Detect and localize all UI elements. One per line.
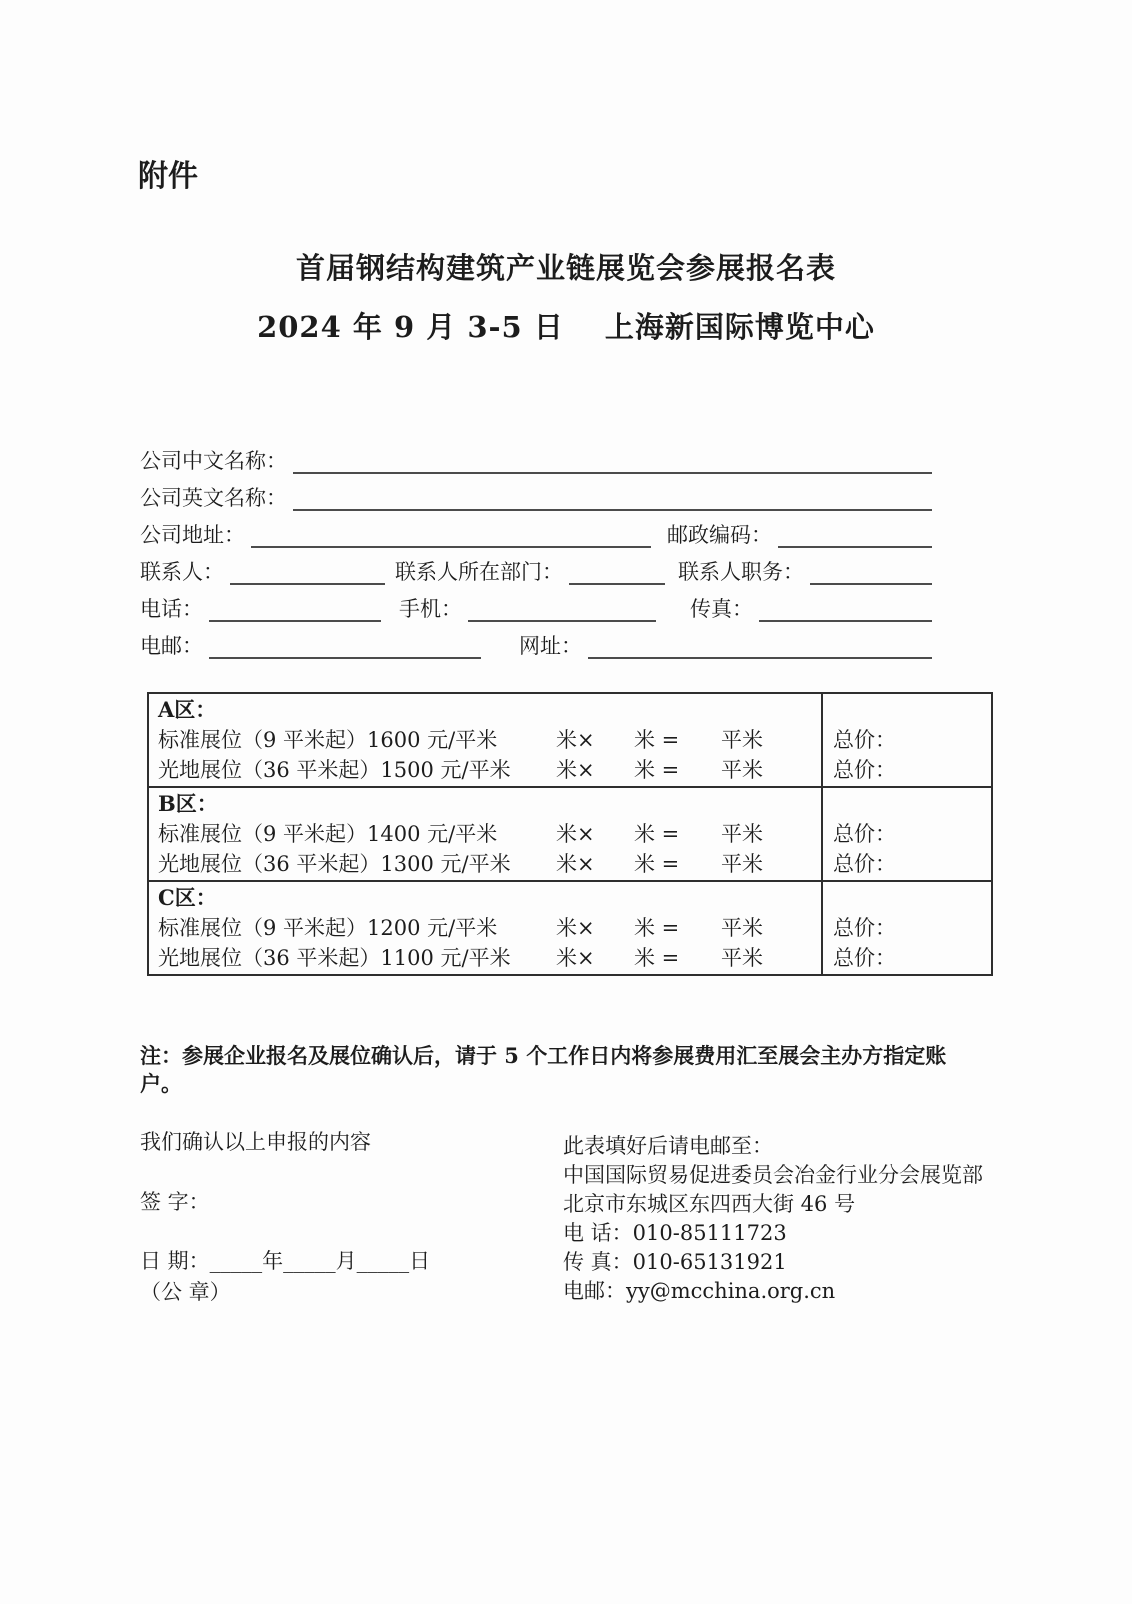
date-line: 日 期：_____年_____月_____日 — [140, 1249, 431, 1273]
mailing-phone: 电 话：010-85111723 — [563, 1221, 787, 1245]
total-price-label: 总价： — [833, 822, 896, 846]
postcode-label: 邮政编码： — [667, 523, 772, 547]
email-row — [140, 632, 932, 659]
zone-c-label: C区： — [158, 885, 217, 910]
mailing-fax: 传 真：010-65131921 — [563, 1250, 787, 1274]
booth-description: 标准展位（9 平米起）1200 元/平米 — [158, 916, 498, 940]
address-label: 公司地址： — [140, 523, 245, 547]
total-price-label: 总价： — [833, 728, 896, 752]
phone-row — [140, 595, 932, 622]
meters-equals-label: 米 = — [634, 946, 680, 970]
attachment-label: 附件 — [138, 159, 198, 194]
zone-b-total-cell — [821, 788, 991, 880]
meters-equals-label: 米 = — [634, 916, 680, 940]
mobile-field — [468, 600, 656, 622]
meters-equals-label: 米 = — [634, 822, 680, 846]
address-row — [140, 521, 932, 548]
zone-a-label: A区： — [158, 697, 217, 722]
page-title: 首届钢结构建筑产业链展览会参展报名表 — [295, 251, 836, 285]
square-meters-label: 平米 — [721, 916, 763, 940]
square-meters-label: 平米 — [721, 822, 763, 846]
position-label: 联系人职务： — [678, 560, 804, 584]
meters-times-label: 米× — [556, 728, 595, 752]
seal-label: （公 章） — [140, 1280, 231, 1304]
booth-description: 光地展位（36 平米起）1300 元/平米 — [158, 852, 511, 876]
booth-description: 标准展位（9 平米起）1600 元/平米 — [158, 728, 498, 752]
zone-b-left-cell — [149, 788, 821, 880]
department-label: 联系人所在部门： — [395, 560, 563, 584]
website-field — [588, 637, 932, 659]
booth-pricing-table — [147, 692, 993, 976]
zone-c-rawspace-row — [158, 943, 821, 973]
blank-line — [833, 883, 991, 913]
zone-c-standard-row — [158, 913, 821, 943]
zone-b-standard-row — [158, 819, 821, 849]
signature-label: 签 字： — [140, 1190, 210, 1214]
zone-a-section — [149, 694, 991, 786]
zone-b-rawspace-row — [158, 849, 821, 879]
company-en-field — [293, 489, 932, 511]
total-price-label: 总价： — [833, 852, 896, 876]
fax-field — [759, 600, 932, 622]
booth-description: 光地展位（36 平米起）1100 元/平米 — [158, 946, 511, 970]
position-field — [810, 563, 932, 585]
square-meters-label: 平米 — [721, 728, 763, 752]
contact-label: 联系人： — [140, 560, 224, 584]
email-label: 电邮： — [140, 634, 203, 658]
meters-times-label: 米× — [556, 946, 595, 970]
page-subtitle: 2024 年 9 月 3-5 日 上海新国际博览中心 — [257, 310, 875, 344]
zone-c-left-cell — [149, 882, 821, 974]
company-info-form — [140, 447, 932, 669]
meters-equals-label: 米 = — [634, 852, 680, 876]
zone-a-left-cell — [149, 694, 821, 786]
zone-a-rawspace-row — [158, 755, 821, 785]
zone-c-total-cell — [821, 882, 991, 974]
department-field — [569, 563, 665, 585]
mailing-info-block — [563, 1132, 993, 1306]
website-label: 网址： — [519, 634, 582, 658]
meters-times-label: 米× — [556, 852, 595, 876]
square-meters-label: 平米 — [721, 852, 763, 876]
blank-line — [833, 789, 991, 819]
mailing-address: 北京市东城区东四西大街 46 号 — [563, 1192, 856, 1216]
address-field — [251, 526, 651, 548]
meters-times-label: 米× — [556, 822, 595, 846]
zone-b-section — [149, 786, 991, 880]
zone-a-standard-row — [158, 725, 821, 755]
confirmation-text: 我们确认以上申报的内容 — [140, 1130, 371, 1154]
zone-a-total-cell — [821, 694, 991, 786]
company-cn-field — [293, 452, 932, 474]
phone-field — [209, 600, 381, 622]
contact-field — [230, 563, 385, 585]
meters-equals-label: 米 = — [634, 728, 680, 752]
square-meters-label: 平米 — [721, 946, 763, 970]
company-cn-row — [140, 447, 932, 474]
booth-description: 光地展位（36 平米起）1500 元/平米 — [158, 758, 511, 782]
meters-times-label: 米× — [556, 916, 595, 940]
mailing-email: 电邮：yy@mcchina.org.cn — [563, 1279, 836, 1303]
confirmation-block — [140, 1129, 540, 1305]
total-price-label: 总价： — [833, 916, 896, 940]
company-en-row — [140, 484, 932, 511]
fax-label: 传真： — [690, 597, 753, 621]
payment-note: 注：参展企业报名及展位确认后，请于 5 个工作日内将参展费用汇至展会主办方指定账户。 — [140, 1043, 947, 1096]
square-meters-label: 平米 — [721, 758, 763, 782]
zone-c-section — [149, 880, 991, 974]
mailing-org: 中国国际贸易促进委员会冶金行业分会展览部 — [563, 1163, 983, 1187]
contact-row — [140, 558, 932, 585]
booth-description: 标准展位（9 平米起）1400 元/平米 — [158, 822, 498, 846]
company-en-label: 公司英文名称： — [140, 486, 287, 510]
meters-times-label: 米× — [556, 758, 595, 782]
meters-equals-label: 米 = — [634, 758, 680, 782]
total-price-label: 总价： — [833, 946, 896, 970]
blank-line — [833, 695, 991, 725]
mobile-label: 手机： — [399, 597, 462, 621]
company-cn-label: 公司中文名称： — [140, 449, 287, 473]
email-field — [209, 637, 481, 659]
postcode-field — [778, 526, 932, 548]
zone-b-label: B区： — [158, 791, 218, 816]
phone-label: 电话： — [140, 597, 203, 621]
mailing-intro: 此表填好后请电邮至： — [563, 1134, 773, 1158]
total-price-label: 总价： — [833, 758, 896, 782]
